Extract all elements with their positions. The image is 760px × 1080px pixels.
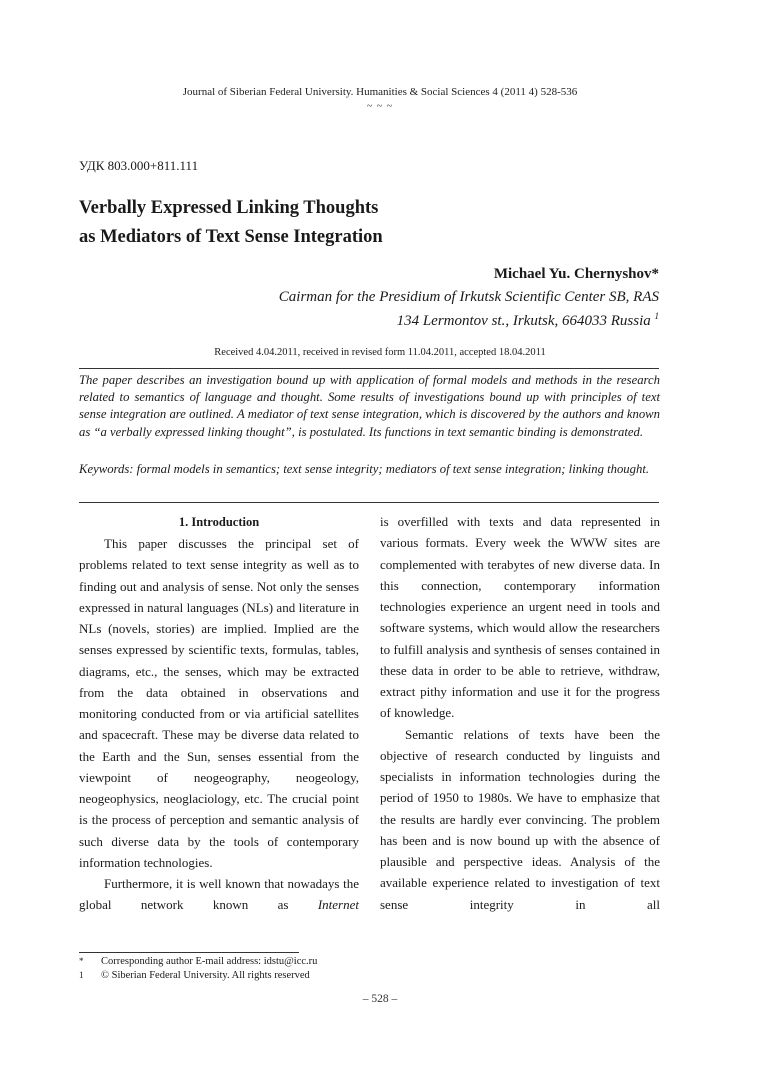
footnote-text: © Siberian Federal University. All rights reserved: [101, 970, 310, 981]
footnote-rule: [79, 952, 299, 953]
abstract: The paper describes an investigation bound up with application of formal models and methods in the research related to semantics of language and thought. Some results of investigations bound up with principles of text sense integration are outlined. A mediator of text sense integration, which is discovered by the authors and known as “a verbally expressed linking thought”, is postulated. Its functions in text semantic binding is demonstrated.: [79, 373, 660, 439]
paragraph-2-continued: is overfilled with texts and data represented in various formats. Every week the WWW sites are complemented with terabytes of new diverse data. In this connection, contemporary information technologies experience an urgent need in tools and software systems, which would allow the researchers to fulfill analysis and synthesis of senses contained in these data in order to be able to retrieve, withdraw, extract pithy information and use it for the progress of knowledge.: [380, 514, 660, 721]
udk-code: УДК 803.000+811.111: [79, 158, 199, 173]
author-affiliation-2: [397, 311, 659, 330]
journal-header: Journal of Siberian Federal University. Humanities & Social Sciences 4 (2011 4) 528-536: [182, 86, 578, 98]
paragraph-3: Semantic relations of texts have been the objective of research conducted by linguists and specialists in information technologies during the period of 1950 to 1980s. We have to emphasize that the results are hardly ever convincing. The problem has been and is now bound up with the absence of plausible and perspective ideas. Analysis of the available experience related to investigation of text sense integrity in all: [380, 726, 660, 912]
title-line-1: Verbally Expressed Linking Thoughts: [79, 198, 379, 218]
internet-term: Internet: [317, 897, 359, 913]
page-number: – 528 –: [362, 993, 398, 1005]
title-line-2: as Mediators of Text Sense Integration: [79, 227, 383, 247]
affiliation-footnote-mark: 1: [654, 311, 659, 321]
paragraph-2-text: Furthermore, it is well known that nowadays the global network known as: [79, 876, 359, 913]
header-separator: ~ ~ ~: [366, 101, 394, 112]
abstract-bottom-rule: [79, 502, 659, 503]
footnote-corresponding-author: [79, 955, 317, 968]
abstract-top-rule: [79, 368, 659, 369]
paragraph-1: This paper discusses the principal set of problems related to text sense integrity as well as to finding out and analysis of sense. Not only the senses expressed in natural languages (NLs) and literature in NLs (novels, stories) are implied. Implied are the senses expressed by scientific texts, formulas, tables, diagrams, etc., the senses, which may be extracted from the data obtained in observations and monitoring conducted from or via artificial satellites and spacecraft. These may be diverse data related to the Earth and the Sun, senses essential from the viewpoint of neogeography, neogeology, neogeophysics, neoglaciology, etc. The crucial point is the process of perception and semantic analysis of such diverse data by the tools of contemporary information technologies.: [79, 536, 359, 870]
article-title: [79, 194, 383, 252]
keywords: Keywords: formal models in semantics; text sense integrity; mediators of text sense integration; linking thought.: [79, 462, 650, 476]
footnote-mark: 1: [79, 970, 84, 980]
section-heading: 1. Introduction: [178, 515, 260, 529]
footnote-mark: *: [79, 956, 84, 966]
paragraph-2: [79, 873, 359, 916]
left-column: [79, 511, 359, 916]
footnote-text: Corresponding author E-mail address: idstu@icc.ru: [101, 956, 318, 967]
affiliation-address: 134 Lermontov st., Irkutsk, 664033 Russia: [396, 313, 655, 329]
author-affiliation-1: Cairman for the Presidium of Irkutsk Scientific Center SB, RAS: [278, 289, 659, 305]
footnote-copyright: [79, 969, 310, 982]
right-column: [380, 511, 660, 915]
received-dates: Received 4.04.2011, received in revised form 11.04.2011, accepted 18.04.2011: [214, 347, 546, 358]
author-name: Michael Yu. Chernyshov*: [493, 266, 659, 282]
